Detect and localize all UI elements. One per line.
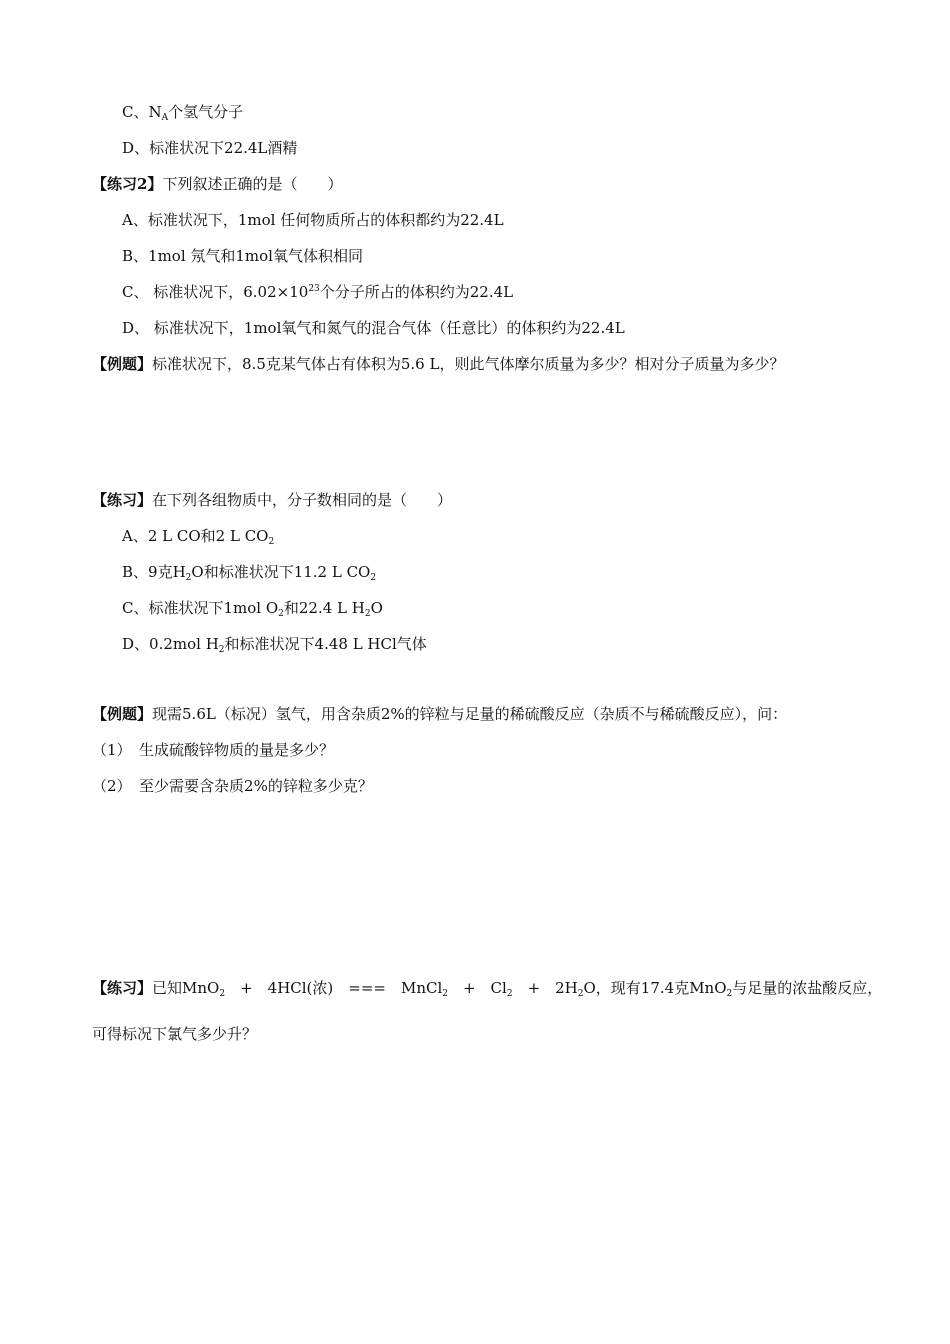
exercise-3-option-c-text-end: O — [370, 599, 383, 617]
exercise-2-option-c-text-end: 个分子所占的体积约为22.4L — [319, 283, 514, 301]
example-2-subquestion-2: （2） 至少需要含杂质2%的锌粒多少克？ — [92, 777, 373, 795]
exercise-4-text-2: + 4HCl(浓) === MnCl — [225, 979, 443, 997]
exercise-3-question: 在下列各组物质中，分子数相同的是（ ） — [152, 491, 453, 509]
exercise-4-stem — [92, 978, 882, 998]
exercise-3-option-d-subscript: 2 — [218, 645, 225, 655]
exercise-3-option-d — [122, 634, 427, 654]
exercise-4-tag: 【练习】 — [92, 979, 153, 997]
exercise-3-option-a — [122, 526, 274, 546]
exercise-4-subscript-4: 2 — [577, 989, 584, 999]
exercise-2-question: 下列叙述正确的是（ ） — [162, 175, 343, 193]
exercise-4-subscript-3: 2 — [506, 989, 513, 999]
example-2 — [92, 704, 787, 724]
exercise-4-subscript-1: 2 — [219, 989, 226, 999]
example-2-tag: 【例题】 — [92, 705, 153, 723]
exercise-2-option-d: D、 标准状况下，1mol氧气和氮气的混合气体（任意比）的体积约为22.4L — [122, 319, 625, 337]
exercise-4-subscript-2: 2 — [442, 989, 448, 999]
exercise-2-stem — [92, 174, 342, 194]
exercise-4-text-4: + 2H — [512, 979, 578, 997]
exercise-3-option-b-subscript-1: 2 — [185, 573, 192, 583]
exercise-2-option-c-exponent: 23 — [308, 284, 320, 294]
exercise-4-text-3: + Cl — [447, 979, 507, 997]
example-2-text: 现需5.6L（标况）氢气，用含杂质2%的锌粒与足量的稀硫酸反应（杂质不与稀硫酸反应），问： — [152, 705, 788, 723]
option-c-subscript: A — [161, 113, 169, 123]
example-1 — [92, 354, 784, 374]
exercise-3-option-c-text-mid: 和22.4 L H — [283, 599, 365, 617]
exercise-2-option-a: A、标准状况下，1mol 任何物质所占的体积都约为22.4L — [122, 211, 504, 229]
exercise-4-text-6: 与足量的浓盐酸反应， — [732, 979, 883, 997]
option-c — [122, 102, 243, 122]
example-1-text: 标准状况下，8.5克某气体占有体积为5.6 L，则此气体摩尔质量为多少？相对分子质量为多少？ — [152, 355, 785, 373]
exercise-3-option-c-subscript-2: 2 — [364, 609, 371, 619]
example-1-tag: 【例题】 — [92, 355, 153, 373]
exercise-3-option-d-text: D、0.2mol H — [122, 635, 219, 653]
exercise-3-option-c-subscript-1: 2 — [278, 609, 284, 619]
exercise-3-stem — [92, 490, 452, 510]
exercise-3-option-a-subscript: 2 — [268, 537, 275, 547]
exercise-3-option-c — [122, 598, 383, 618]
exercise-4-text-5: O，现有17.4克MnO — [583, 979, 727, 997]
exercise-3-option-b-text-mid: O和标准状况下11.2 L CO — [191, 563, 371, 581]
exercise-2-tag: 【练习2】 — [92, 175, 163, 193]
exercise-4-stem-line-2: 可得标况下氯气多少升？ — [92, 1025, 258, 1043]
exercise-4-subscript-5: 2 — [726, 989, 733, 999]
exercise-2-option-b: B、1mol 氖气和1mol氧气体积相同 — [122, 247, 363, 265]
exercise-3-option-a-text: A、2 L CO和2 L CO — [122, 527, 269, 545]
exercise-2-option-c-text: C、 标准状况下，6.02×10 — [122, 283, 309, 301]
exercise-3-option-b-subscript-2: 2 — [370, 573, 377, 583]
exercise-3-option-c-text: C、标准状况下1mol O — [122, 599, 279, 617]
exercise-2-option-c — [122, 282, 513, 302]
example-2-subquestion-1: （1） 生成硫酸锌物质的量是多少？ — [92, 741, 335, 759]
exercise-3-option-d-text-end: 和标准状况下4.48 L HCl气体 — [224, 635, 427, 653]
exercise-4-text-1: 已知MnO — [152, 979, 220, 997]
option-c-text: C、N — [122, 103, 162, 121]
exercise-3-option-b — [122, 562, 376, 582]
exercise-3-tag: 【练习】 — [92, 491, 153, 509]
option-c-text-end: 个氢气分子 — [168, 103, 244, 121]
exercise-3-option-b-text: B、9克H — [122, 563, 186, 581]
option-d: D、标准状况下22.4L酒精 — [122, 139, 298, 157]
